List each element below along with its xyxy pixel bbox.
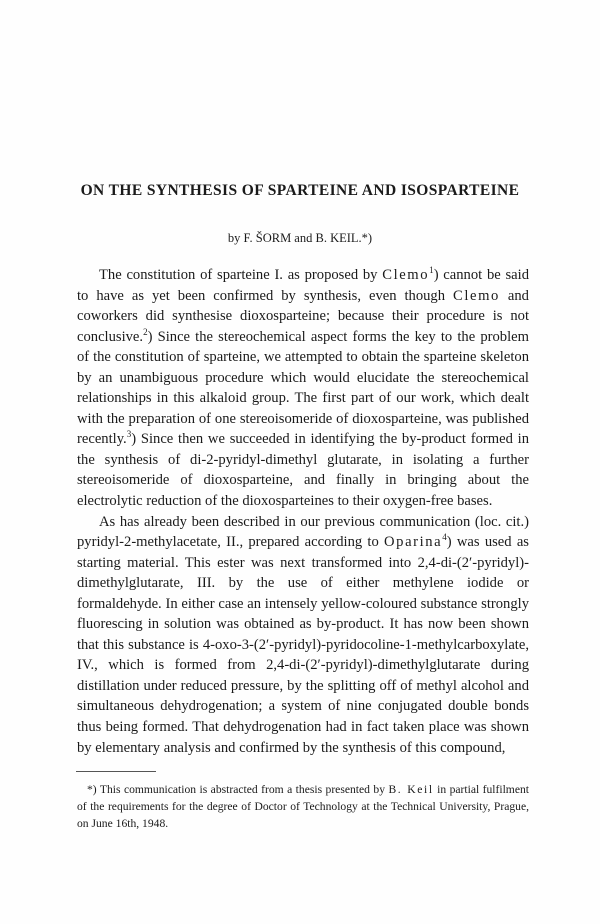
reference-number: 1: [429, 265, 434, 276]
footnote-author-name: B. Keil: [388, 783, 434, 796]
footnote-text: [77, 781, 529, 832]
paragraph-1: [77, 265, 529, 512]
footnote-text-part: in partial fulfilment of the requirements for the degree of Doctor of Technology at the Technical University, Prague, on June 16th, 1948.: [77, 783, 529, 830]
footnote-marker: *): [87, 783, 97, 796]
paragraph-text: ) Since then we succeeded in identifying the by-product formed in the synthesis of di-2-pyridyl-dimethyl glutarate, in isolating a further stereoisomeride of dioxosparteine, and finally in bringing about the electrolytic reduction of the dioxosparteines to their oxygen-free bases.: [77, 431, 529, 510]
paragraph-text: The constitution of sparteine I. as proposed by: [99, 267, 383, 283]
author-line: by F. ŠORM and B. KEIL.*): [227, 231, 373, 245]
reference-number: 3: [126, 429, 132, 440]
author-name-ref: Oparina: [384, 534, 443, 551]
footnote-divider: [76, 771, 156, 772]
paper-title: ON THE SYNTHESIS OF SPARTEINE AND ISOSPARTEINE: [80, 182, 520, 199]
footnote: [77, 781, 529, 832]
reference-number: 2: [143, 326, 148, 337]
paragraph-text: ) Since the stereochemical aspect forms the key to the problem of the constitution of sparteine, we attempted to obtain the sparteine skeleton by an unambiguous procedure which would elucidate the stereochemical relationships in this alkaloid group. The first part of our work, which dealt with the preparation of one stereoisomeride of dioxosparteine, was published recently.: [77, 328, 529, 448]
paragraph-text: As has already been described in our previous communication (loc. cit.) pyridyl-2-methylacetate, II., prepared according to: [77, 513, 529, 551]
reference-number: 4: [442, 532, 447, 543]
footnote-text-part: This communication is abstracted from a thesis presented by: [96, 783, 389, 796]
paragraph-text: ) cannot be said to have as yet been confirmed by synthesis, even though: [77, 267, 529, 304]
paragraph-2: [77, 512, 529, 759]
paragraph-text: and coworkers did synthesise dioxosparteine; because their procedure is not conclusive.: [77, 287, 529, 345]
author-name-ref: Clemo: [382, 267, 430, 283]
paragraph-text: ) was used as starting material. This ester was next transformed into 2,4-di-(2′-pyridyl)-dimethylglutarate, III. by the use of either methylene iodide or formaldehyde. In either case an intensely yellow-coloured substance strongly fluorescing in solution was obtained as by-product. It has now been shown that this substance is 4-oxo-3-(2′-pyridyl)-pyridocoline-1-methylcarboxylate, IV., which is formed from 2,4-di-(2′-pyridyl)-dimethylglutarate during distillation under reduced pressure, by the splitting off of methyl alcohol and simultaneous dehydrogenation; a system of nine conjugated double bonds thus being formed. That dehydrogenation had in fact taken place was shown by elementary analysis and confirmed by the synthesis of this compound,: [77, 534, 529, 756]
body-text: [77, 265, 529, 758]
author-name-ref: Clemo: [453, 287, 500, 304]
